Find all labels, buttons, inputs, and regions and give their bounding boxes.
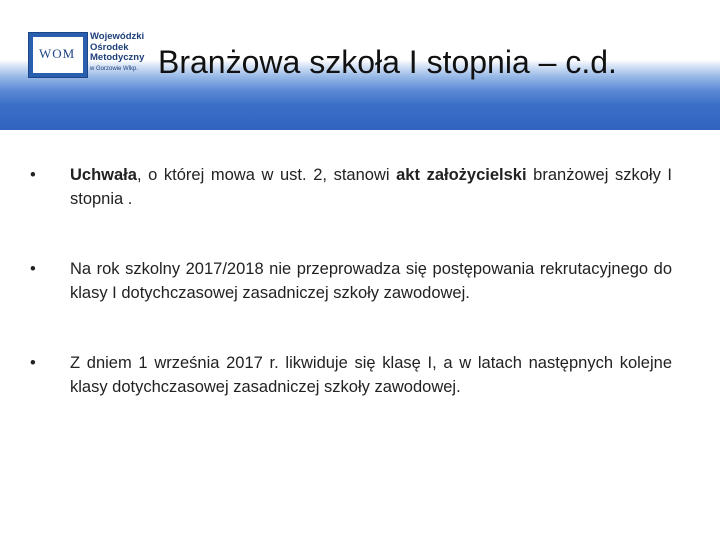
wom-logo bbox=[28, 32, 158, 78]
logo-line-1: Wojewódzki bbox=[90, 31, 145, 42]
logo-emblem bbox=[28, 32, 88, 78]
logo-line-3: Metodyczny bbox=[90, 52, 145, 63]
bullet-1-bold-1: Uchwała bbox=[70, 166, 137, 184]
bullet-1-text-2: branżowej szkoły I stopnia . bbox=[70, 166, 673, 208]
bullet-list bbox=[30, 163, 672, 445]
bullet-2-text: Na rok szkolny 2017/2018 nie przeprowadza się postępowania rekrutacyjnego do klasy I dotychczasowej zasadniczej szkoły zawodowej. bbox=[70, 260, 672, 302]
logo-initials: WOM bbox=[39, 46, 76, 61]
logo-line-4: w Gorzowie Wlkp. bbox=[90, 65, 139, 72]
logo-text bbox=[90, 32, 144, 74]
bullet-1-text-1: , o której mowa w ust. 2, stanowi bbox=[136, 166, 397, 184]
bullet-dot: • bbox=[30, 354, 36, 372]
logo-line-2: Ośrodek bbox=[90, 41, 129, 53]
bullet-3-text: Z dniem 1 września 2017 r. likwiduje się klasę I, a w latach następnych kolejne klasy dotychczasowej zasadniczej szkoły zawodowej. bbox=[70, 354, 672, 396]
bullet-dot: • bbox=[30, 166, 36, 184]
bullet-item-2 bbox=[30, 257, 672, 305]
bullet-item-1 bbox=[30, 163, 672, 211]
slide-title: Branżowa szkoła I stopnia – c.d. bbox=[158, 44, 617, 80]
bullet-dot: • bbox=[30, 260, 36, 278]
bullet-1-bold-2: akt założycielski bbox=[396, 166, 527, 184]
bullet-item-3 bbox=[30, 351, 672, 399]
